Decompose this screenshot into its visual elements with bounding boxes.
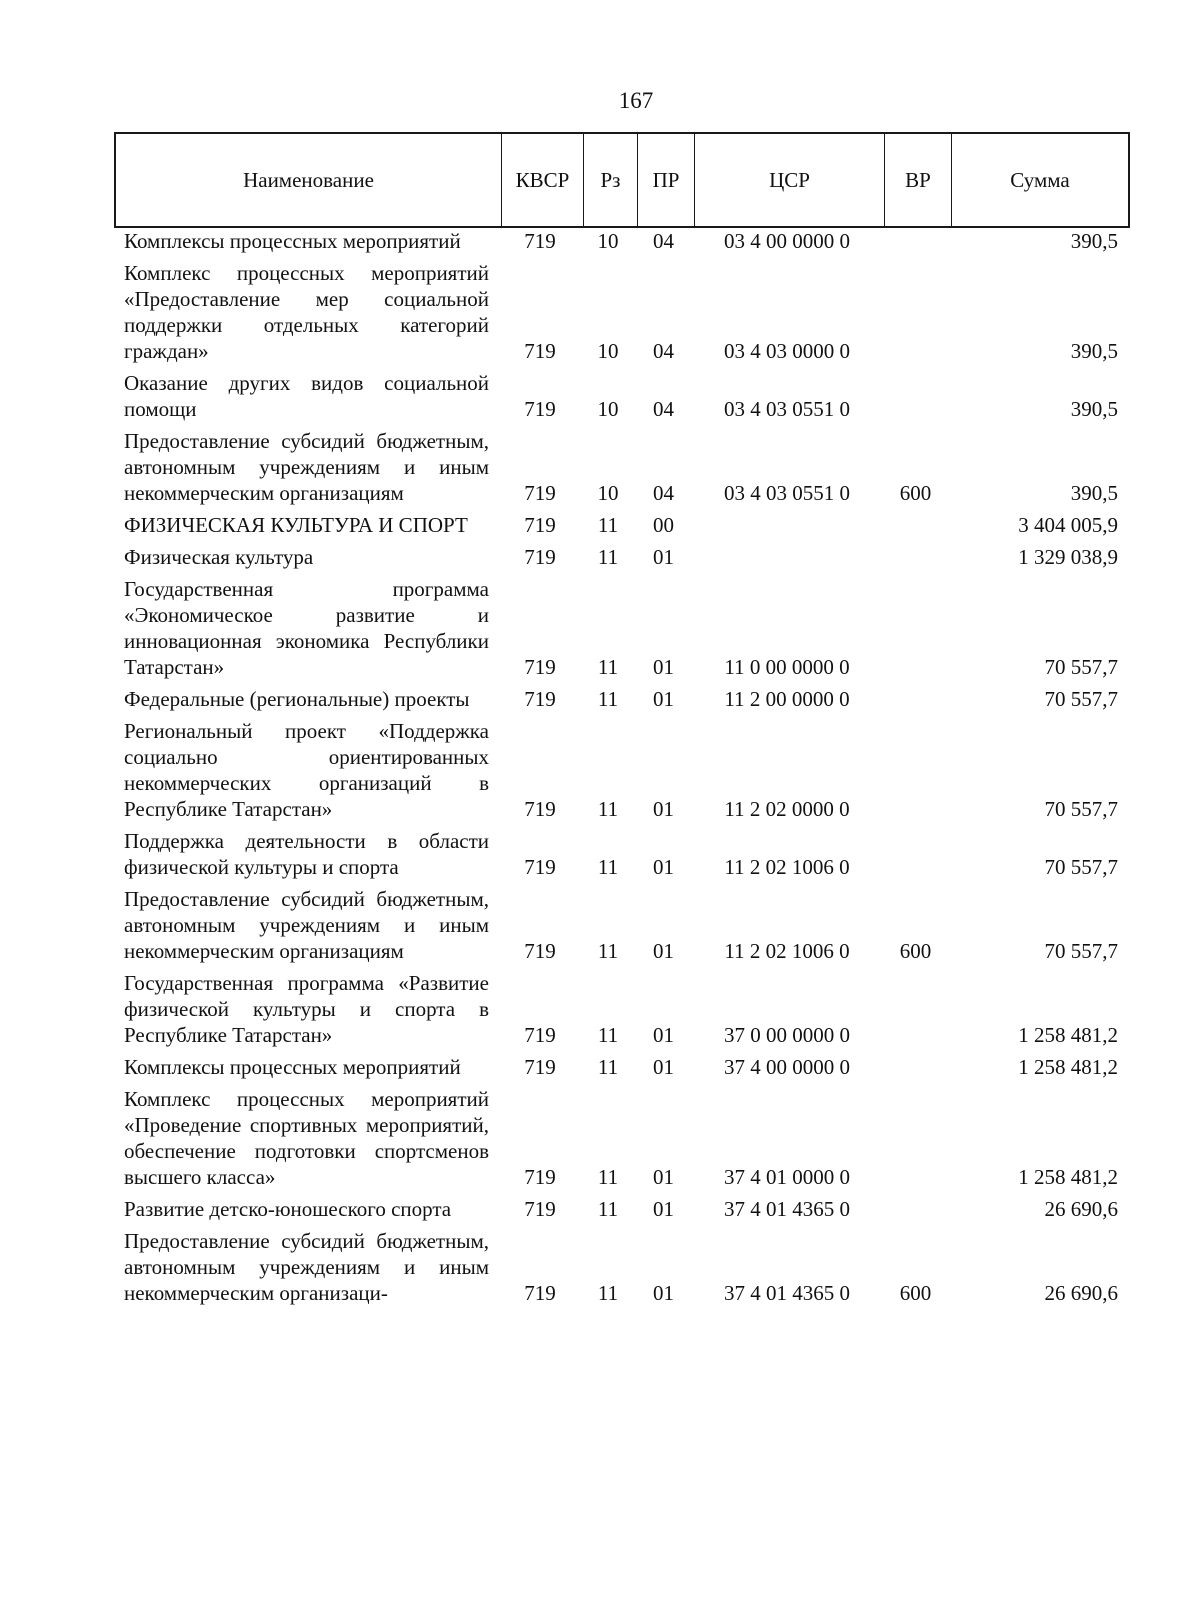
row-name: Физическая культура	[124, 545, 314, 569]
row-csr: 11 2 02 1006 0	[724, 855, 850, 879]
row-vr: 600	[899, 1281, 932, 1305]
row-csr: 03 4 00 0000 0	[724, 229, 850, 253]
row-csr	[692, 512, 882, 538]
row-name: Комплекс процессных мероприятий «Проведение спортивных мероприятий, обеспечение подготовки спортсменов высшего класса»	[124, 1087, 489, 1189]
row-rz: 10	[597, 481, 619, 505]
row-kvsr: 719	[524, 481, 556, 505]
row-rz: 10	[597, 339, 619, 363]
row-kvsr: 719	[524, 545, 556, 569]
row-vr	[882, 228, 949, 254]
row-csr	[692, 544, 882, 570]
row-csr: 11 2 02 1006 0	[724, 939, 850, 963]
table-row	[114, 686, 1130, 712]
row-kvsr: 719	[524, 1197, 556, 1221]
row-name: Государственная программа «Развитие физической культуры и спорта в Республике Татарстан»	[124, 971, 489, 1047]
row-pr: 01	[653, 1165, 674, 1189]
row-rz: 11	[597, 1055, 619, 1079]
header-csr: ЦСР	[694, 134, 884, 226]
row-kvsr: 719	[524, 1165, 556, 1189]
row-vr	[882, 370, 949, 422]
row-sum: 1 258 481,2	[1018, 1055, 1118, 1079]
row-pr: 01	[653, 797, 674, 821]
row-name: Комплексы процессных мероприятий	[124, 229, 461, 253]
row-sum: 70 557,7	[1044, 655, 1118, 679]
header-rz: Рз	[583, 134, 637, 226]
row-kvsr: 719	[524, 939, 556, 963]
row-csr: 11 0 00 0000 0	[724, 655, 850, 679]
table-row	[114, 370, 1130, 422]
row-csr: 11 2 02 0000 0	[724, 797, 850, 821]
row-vr	[882, 686, 949, 712]
header-name: Наименование	[243, 167, 374, 192]
row-name: Комплекс процессных мероприятий «Предоставление мер социальной поддержки отдельных категорий граждан»	[124, 261, 489, 363]
row-csr: 03 4 03 0551 0	[724, 481, 850, 505]
row-vr: 600	[899, 481, 932, 505]
row-sum: 70 557,7	[1044, 797, 1118, 821]
row-kvsr: 719	[524, 1023, 556, 1047]
table-header	[114, 132, 1130, 228]
table-row	[114, 718, 1130, 822]
header-sum: Сумма	[951, 134, 1128, 226]
table-row	[114, 1196, 1130, 1222]
table-row	[114, 886, 1130, 964]
row-pr: 04	[653, 339, 674, 363]
row-sum: 1 258 481,2	[1018, 1165, 1118, 1189]
row-rz: 11	[597, 1165, 619, 1189]
row-pr: 01	[653, 655, 674, 679]
table-row	[114, 576, 1130, 680]
row-csr: 37 4 01 4365 0	[724, 1197, 850, 1221]
row-rz: 11	[597, 1281, 619, 1305]
row-kvsr: 719	[524, 1055, 556, 1079]
row-pr: 04	[653, 481, 674, 505]
row-kvsr: 719	[524, 797, 556, 821]
row-rz: 11	[597, 855, 619, 879]
row-vr	[882, 260, 949, 364]
row-sum: 390,5	[1070, 481, 1118, 505]
row-csr: 37 4 00 0000 0	[724, 1055, 850, 1079]
row-kvsr: 719	[524, 397, 556, 421]
header-kvsr: КВСР	[501, 134, 583, 226]
page-number: 167	[618, 88, 654, 113]
row-csr: 03 4 03 0000 0	[724, 339, 850, 363]
row-kvsr: 719	[524, 1281, 556, 1305]
table-body	[114, 228, 1130, 1312]
row-kvsr: 719	[524, 513, 556, 537]
table-row	[114, 544, 1130, 570]
table-row	[114, 1086, 1130, 1190]
row-name: ФИЗИЧЕСКАЯ КУЛЬТУРА И СПОРТ	[124, 513, 468, 537]
row-pr: 04	[653, 397, 674, 421]
row-name: Федеральные (региональные) проекты	[124, 687, 470, 711]
row-pr: 01	[653, 1055, 674, 1079]
row-sum: 70 557,7	[1044, 855, 1118, 879]
row-kvsr: 719	[524, 655, 556, 679]
row-csr: 37 4 01 4365 0	[724, 1281, 850, 1305]
row-vr	[882, 828, 949, 880]
row-vr: 600	[899, 939, 932, 963]
row-sum: 70 557,7	[1044, 687, 1118, 711]
row-rz: 10	[597, 397, 619, 421]
row-kvsr: 719	[524, 855, 556, 879]
row-kvsr: 719	[524, 229, 556, 253]
row-pr: 01	[653, 939, 674, 963]
row-rz: 11	[597, 545, 619, 569]
row-rz: 11	[597, 1023, 619, 1047]
table-row	[114, 428, 1130, 506]
table-row	[114, 1054, 1130, 1080]
row-sum: 1 329 038,9	[1018, 545, 1118, 569]
row-vr	[882, 1086, 949, 1190]
row-pr: 01	[653, 687, 674, 711]
row-kvsr: 719	[524, 339, 556, 363]
row-csr: 37 0 00 0000 0	[724, 1023, 850, 1047]
row-kvsr: 719	[524, 687, 556, 711]
row-pr: 01	[653, 1197, 674, 1221]
row-pr: 01	[653, 545, 674, 569]
table-row	[114, 512, 1130, 538]
row-name: Оказание других видов социальной помощи	[124, 371, 489, 421]
row-csr: 03 4 03 0551 0	[724, 397, 850, 421]
row-vr	[882, 1196, 949, 1222]
row-sum: 390,5	[1070, 229, 1118, 253]
row-pr: 01	[653, 1023, 674, 1047]
row-rz: 10	[597, 229, 619, 253]
row-rz: 11	[597, 797, 619, 821]
row-name: Комплексы процессных мероприятий	[124, 1055, 461, 1079]
row-pr: 00	[653, 513, 674, 537]
row-sum: 70 557,7	[1044, 939, 1118, 963]
row-csr: 11 2 00 0000 0	[724, 687, 850, 711]
row-rz: 11	[597, 655, 619, 679]
header-vr: ВР	[884, 134, 951, 226]
row-vr	[882, 718, 949, 822]
row-sum: 390,5	[1070, 339, 1118, 363]
row-vr	[882, 512, 949, 538]
row-sum: 390,5	[1070, 397, 1118, 421]
row-name: Региональный проект «Поддержка социально ориентированных некоммерческих организаций в Республике Татарстан»	[124, 719, 489, 821]
table-row	[114, 1228, 1130, 1306]
row-name: Предоставление субсидий бюджетным, автономным учреждениям и иным некоммерческим организациям	[124, 887, 489, 963]
table-row	[114, 828, 1130, 880]
header-pr: ПР	[637, 134, 694, 226]
row-rz: 11	[597, 513, 619, 537]
row-name: Развитие детско-юношеского спорта	[124, 1197, 452, 1221]
row-vr	[882, 970, 949, 1048]
row-vr	[882, 1054, 949, 1080]
row-pr: 01	[653, 855, 674, 879]
row-pr: 01	[653, 1281, 674, 1305]
row-name: Предоставление субсидий бюджетным, автономным учреждениям и иным некоммерческим организаци-	[124, 1229, 489, 1305]
row-vr	[882, 544, 949, 570]
row-sum: 26 690,6	[1044, 1197, 1118, 1221]
table-row	[114, 228, 1130, 254]
row-name: Предоставление субсидий бюджетным, автономным учреждениям и иным некоммерческим организациям	[124, 429, 489, 505]
row-name: Государственная программа «Экономическое развитие и инновационная экономика Республики Татарстан»	[124, 577, 489, 679]
row-name: Поддержка деятельности в области физической культуры и спорта	[124, 829, 489, 879]
row-sum: 3 404 005,9	[1018, 513, 1118, 537]
row-rz: 11	[597, 687, 619, 711]
row-rz: 11	[597, 1197, 619, 1221]
row-sum: 1 258 481,2	[1018, 1023, 1118, 1047]
table-row	[114, 970, 1130, 1048]
row-rz: 11	[597, 939, 619, 963]
row-pr: 04	[653, 229, 674, 253]
table-row	[114, 260, 1130, 364]
row-vr	[882, 576, 949, 680]
row-sum: 26 690,6	[1044, 1281, 1118, 1305]
row-csr: 37 4 01 0000 0	[724, 1165, 850, 1189]
